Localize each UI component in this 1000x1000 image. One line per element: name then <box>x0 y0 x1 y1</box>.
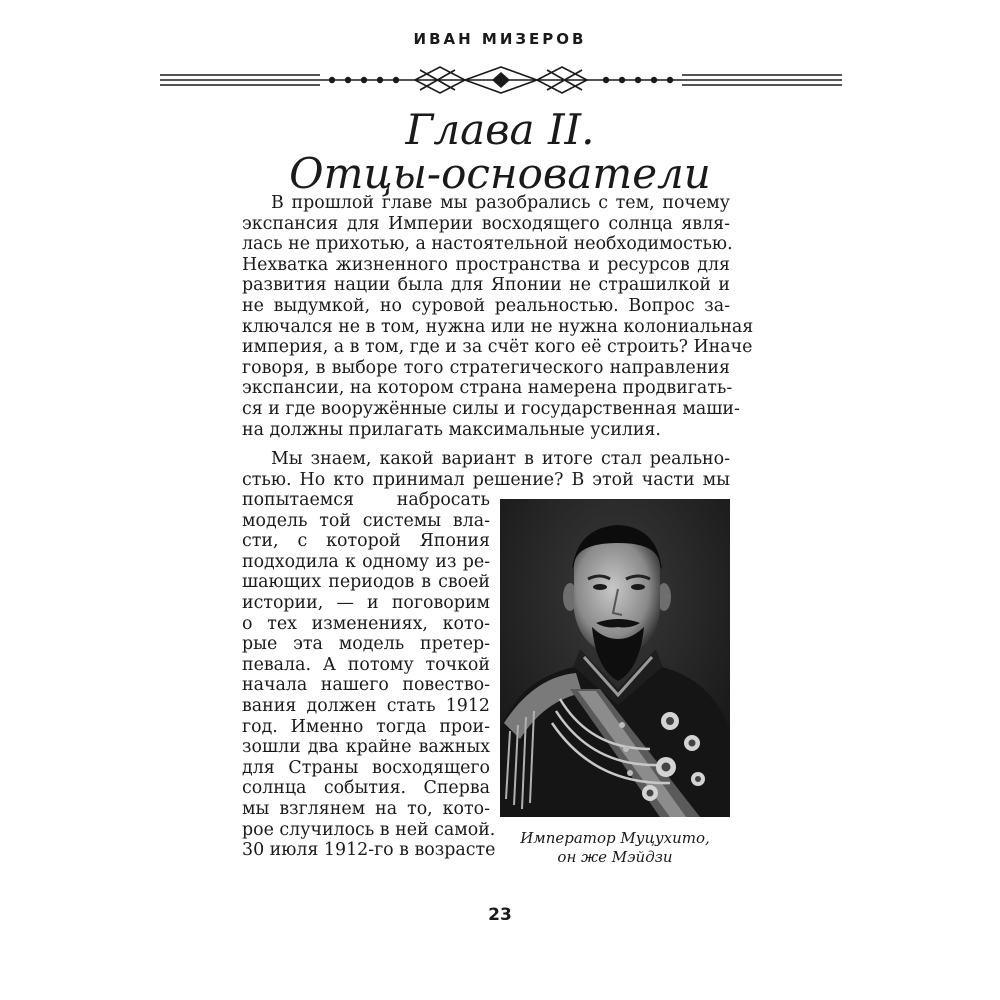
text-line: рое случилось в ней самой. <box>242 819 496 840</box>
text-line: певала. А потому точкой <box>242 654 490 675</box>
emperor-portrait-photo <box>500 499 730 817</box>
text-line: вания должен стать 1912 <box>242 695 490 716</box>
text-line: на должны прилагать максимальные усилия. <box>242 419 661 440</box>
text-line: зошли два крайне важных <box>242 737 490 758</box>
caption-line: Император Муцухито, <box>520 829 710 847</box>
paragraph-2-wrapped <box>242 490 496 861</box>
text-line: модель той системы вла- <box>242 510 490 531</box>
text-line: рые эта модель претер- <box>242 634 490 655</box>
text-line: мы взглянем на то, кото- <box>242 798 490 819</box>
text-line: стью. Но кто принимал решение? В этой части мы <box>242 469 730 490</box>
running-header-author: ИВАН МИЗЕРОВ <box>413 30 587 48</box>
caption-line: он же Мэйдзи <box>557 848 673 866</box>
text-line: о тех изменениях, кото- <box>242 613 490 634</box>
text-line: сти, с которой Япония <box>242 531 490 552</box>
chapter-name: Отцы-основатели <box>289 149 711 198</box>
text-line: солнца события. Сперва <box>242 778 490 799</box>
chapter-title <box>200 105 800 198</box>
text-line: попытаемся набросать <box>242 490 490 510</box>
text-line: В прошлой главе мы разобрались с тем, почему <box>271 193 730 213</box>
chapter-number: Глава II. <box>405 105 595 154</box>
text-line: начала нашего повество- <box>242 675 490 696</box>
page-number: 23 <box>488 905 512 925</box>
paragraph-2 <box>242 449 730 490</box>
text-line: 30 июля 1912-го в возрасте <box>242 840 496 861</box>
text-line: подходила к одному из ре- <box>242 551 490 572</box>
text-line: экспансия для Империи восходящего солнца явля- <box>242 213 730 234</box>
text-line: шающих периодов в своей <box>242 572 490 593</box>
text-line: говоря, в выборе того стратегического направления <box>242 357 730 378</box>
text-line: лась не прихотью, а настоятельной необходимостью. <box>242 234 733 255</box>
text-line: ся и где вооружённые силы и государственная маши- <box>242 398 740 419</box>
text-line: экспансии, на котором страна намерена продвигать- <box>242 378 733 399</box>
ornament-divider <box>160 64 842 96</box>
text-line: империя, а в том, где и за счёт кого её строить? Иначе <box>242 337 753 358</box>
text-line: развития нации была для Японии не страшилкой и <box>242 275 730 296</box>
text-line: год. Именно тогда прои- <box>242 716 490 737</box>
text-line: для Страны восходящего <box>242 757 490 778</box>
text-line: не выдумкой, но суровой реальностью. Вопрос за- <box>242 295 730 316</box>
text-line: Мы знаем, какой вариант в итоге стал реально- <box>271 449 730 469</box>
text-line: истории, — и поговорим <box>242 592 490 613</box>
figure-caption <box>500 829 730 867</box>
text-line: ключался не в том, нужна или не нужна колониальная <box>242 316 754 337</box>
paragraph-1 <box>242 193 754 440</box>
text-line: Нехватка жизненного пространства и ресурсов для <box>242 254 730 275</box>
